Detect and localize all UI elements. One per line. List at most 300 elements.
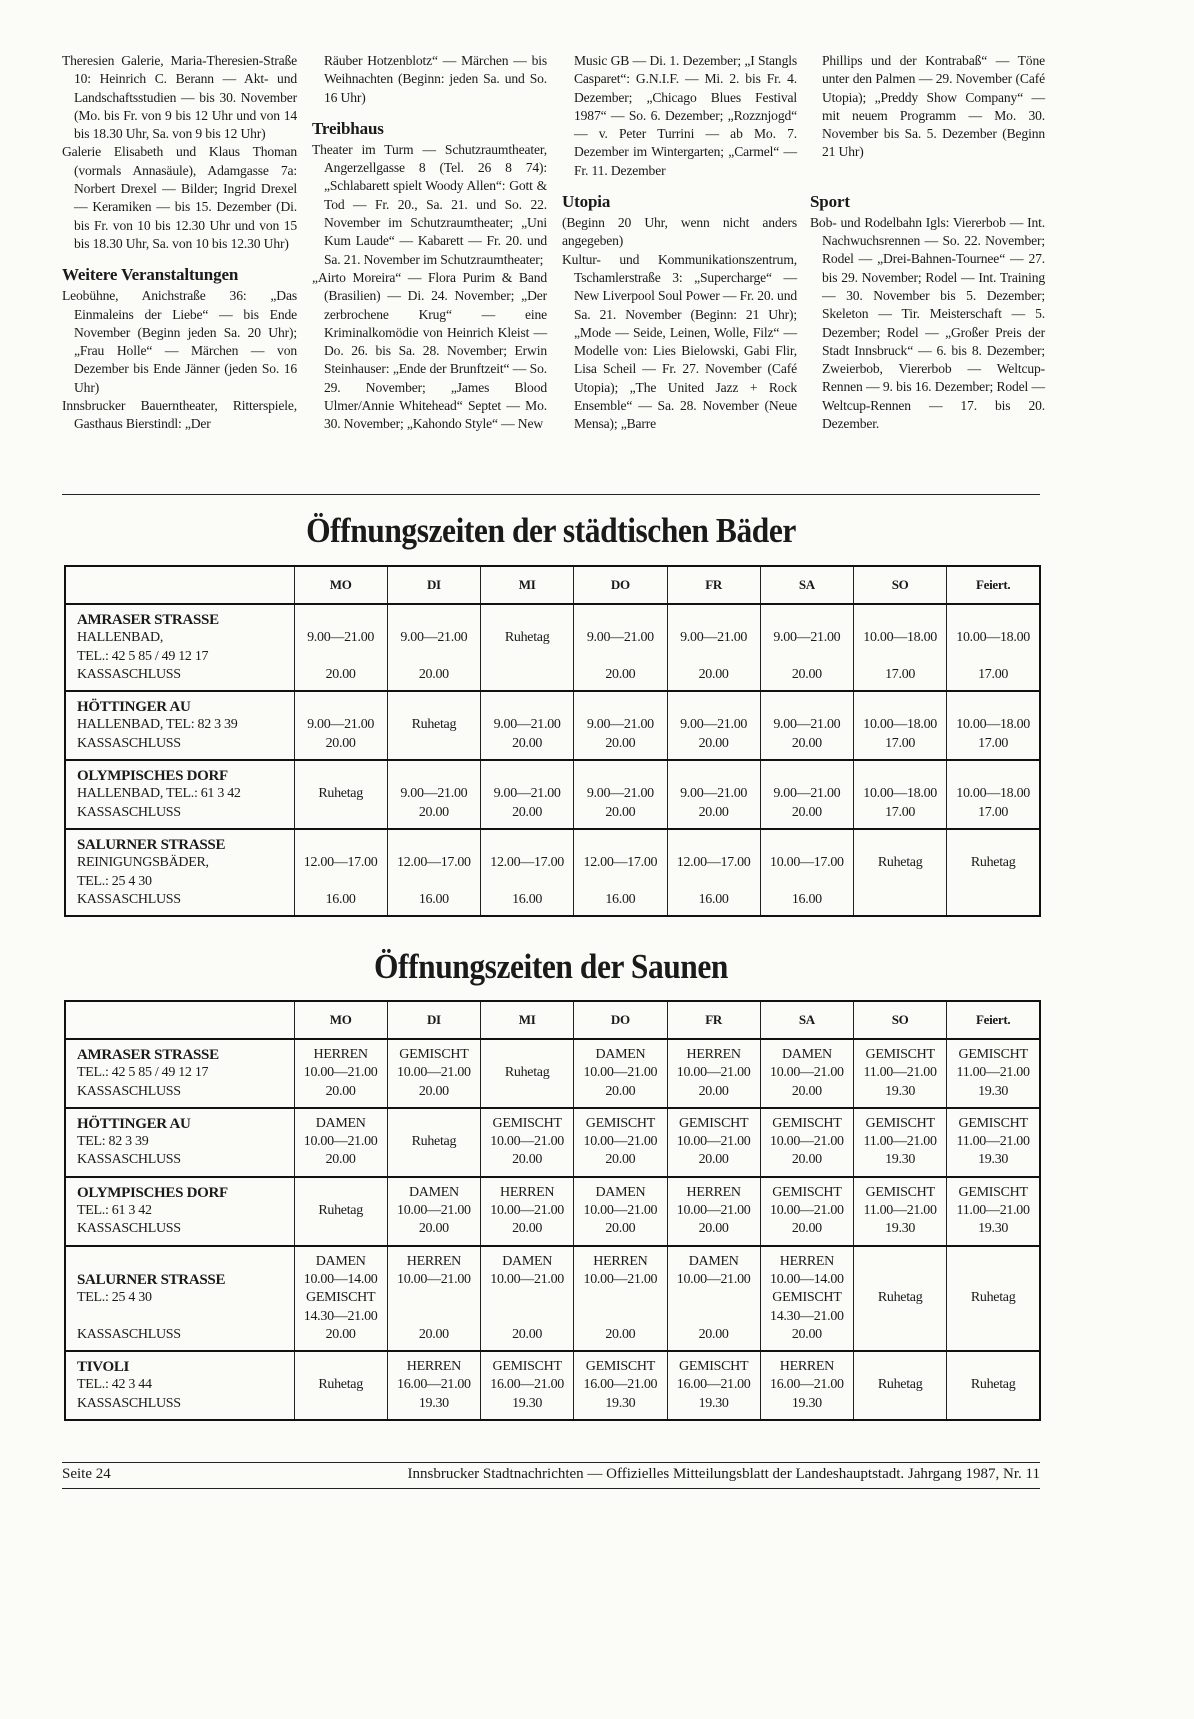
location-line: TEL.: 25 4 30 — [77, 873, 152, 889]
hours-line: 12.00—17.00 — [583, 855, 658, 871]
hours-line — [389, 873, 479, 891]
hours-cell — [387, 1246, 480, 1351]
hours-cell — [574, 1108, 667, 1177]
hours-line: 16.00—21.00 — [583, 1377, 658, 1393]
hours-line: 14.30—21.00 — [770, 1308, 844, 1324]
hours-line — [669, 698, 759, 716]
hours-line — [482, 611, 572, 629]
hours-cell — [667, 1177, 760, 1246]
hours-line: DAMEN — [688, 1253, 739, 1269]
hours-line: 10.00—21.00 — [303, 1065, 378, 1081]
hours-line — [389, 735, 479, 753]
location-line: TEL.: 42 3 44 — [77, 1377, 152, 1393]
hours-line: Ruhetag — [318, 786, 363, 802]
location-line: TEL.: 61 3 42 — [77, 1203, 152, 1219]
location-line: REINIGUNGSBÄDER, — [77, 855, 209, 871]
day-header: FR — [667, 1001, 760, 1039]
hours-line — [948, 698, 1038, 716]
hours-cell — [294, 829, 387, 916]
hours-line — [669, 873, 759, 891]
hours-line: 20.00 — [698, 735, 729, 751]
hours-line: 19.30 — [978, 1221, 1009, 1237]
hours-cell — [760, 760, 853, 829]
hours-line — [389, 698, 479, 716]
saunas-title: Öffnungszeiten der Saunen — [374, 947, 728, 986]
hours-line: 20.00 — [698, 1326, 729, 1342]
hours-line: 17.00 — [978, 666, 1009, 682]
hours-cell — [854, 1246, 947, 1351]
hours-line: HERREN — [686, 1047, 741, 1062]
hours-line — [296, 767, 386, 785]
hours-cell — [387, 691, 480, 760]
location-cell — [65, 1177, 294, 1246]
hours-line: HERREN — [406, 1359, 461, 1375]
hours-line: 19.30 — [418, 1395, 449, 1411]
hours-line: GEMISCHT — [958, 1047, 1028, 1062]
hours-line — [296, 1395, 386, 1413]
listing-paragraph: Bob- und Rodelbahn Igls: Viererbob — Int. Nachwuchsrennen — So. 22. November; Rodel — „Drei-Bahnen-Tournee“ — 27. bis 29. November; Rodel — Int. Training — 30. November bis 5. Dezember; Skeleton — Tir. Meisterschaft — 5. Dezember; Rodel — „Großer Preis der Stadt Innsbruck“ — 6. bis 8. Dezember; Zweierbob, Viererbob — Weltcup-Rennen — 9. bis 16. Dezember; Rodel — Weltcup-Rennen — 17. bis 20. Dezember. — [810, 214, 1045, 432]
hours-line: 11.00—21.00 — [863, 1134, 937, 1150]
location-line: OLYMPISCHES DORF — [77, 1184, 228, 1201]
hours-line: 20.00 — [418, 1221, 449, 1237]
hours-line: Ruhetag — [318, 1377, 363, 1393]
hours-line: GEMISCHT — [585, 1115, 655, 1131]
day-header: SA — [760, 566, 853, 604]
page-number: Seite 24 — [62, 1466, 111, 1482]
hours-line: DAMEN — [408, 1184, 459, 1200]
hours-line: GEMISCHT — [772, 1290, 842, 1306]
hours-line: 10.00—21.00 — [397, 1203, 471, 1219]
hours-line: Ruhetag — [877, 855, 923, 871]
hours-line: 10.00—18.00 — [863, 786, 937, 802]
hours-cell — [854, 691, 947, 760]
hours-line — [762, 698, 852, 716]
hours-line: Ruhetag — [970, 855, 1016, 871]
location-cell — [65, 691, 294, 760]
hours-line: 12.00—17.00 — [676, 855, 751, 871]
hours-line — [855, 767, 945, 785]
hours-line: 9.00—21.00 — [773, 786, 841, 802]
hours-line: 20.00 — [512, 1326, 543, 1342]
hours-line: 9.00—21.00 — [680, 717, 748, 733]
hours-line: 20.00 — [418, 804, 449, 820]
hours-line: 10.00—21.00 — [583, 1065, 658, 1081]
hours-line — [482, 873, 572, 891]
day-header: FR — [667, 566, 760, 604]
hours-line: 17.00 — [978, 804, 1009, 820]
location-line: KASSASCHLUSS — [77, 1326, 181, 1342]
hours-line — [482, 1046, 572, 1064]
hours-cell — [760, 829, 853, 916]
listing-paragraph: Leobühne, Anichstraße 36: „Das Einmaleins der Liebe“ — bis Ende November (Beginn jeden Sa. 20 Uhr); „Frau Holle“ — Märchen — von Dezember bis Ende Jänner (jeden So. 16 Uhr) — [62, 288, 297, 395]
hours-line: 11.00—21.00 — [863, 1065, 937, 1081]
hours-cell — [760, 1351, 853, 1420]
listing-paragraph: Räuber Hotzenblotz“ — Märchen — bis Weihnachten (Beginn: jeden Sa. und So. 16 Uhr) — [324, 53, 547, 105]
hours-line: 20.00 — [791, 1083, 822, 1099]
location-line: KASSASCHLUSS — [77, 891, 181, 907]
text-column-3 — [562, 52, 797, 434]
hours-cell — [574, 1246, 667, 1351]
listing-paragraph: „Airto Moreira“ — Flora Purim & Band (Brasilien) — Di. 24. November; „Der zerbrochene Krug“ — eine Kriminalkomödie von Heinrich Kleist — Do. 26. bis Sa. 28. November; Erwin Steinhauser: „Ende der Brunftzeit“ — So. 29. November; „James Blood Ulmer/Annie Whitehead“ Septet — Mo. 30. November; „Kahondo Style“ — New — [312, 269, 547, 432]
location-line: TIVOLI — [77, 1359, 130, 1376]
hours-cell — [481, 760, 574, 829]
hours-line: GEMISCHT — [865, 1184, 935, 1200]
hours-line — [855, 648, 945, 666]
location-line: AMRASER STRASSE — [77, 612, 219, 628]
hours-line: 20.00 — [605, 1221, 636, 1237]
hours-cell — [854, 1039, 947, 1108]
hours-cell — [760, 1108, 853, 1177]
hours-line: HERREN — [779, 1253, 834, 1269]
location-cell — [65, 604, 294, 691]
hours-cell — [481, 1246, 574, 1351]
hours-line: 10.00—21.00 — [490, 1134, 564, 1150]
hours-line: 20.00 — [791, 1152, 822, 1168]
hours-cell — [760, 604, 853, 691]
hours-line: 10.00—17.00 — [770, 855, 844, 871]
hours-line: 20.00 — [512, 804, 543, 820]
hours-line: 20.00 — [605, 804, 636, 820]
listing-paragraph: Kultur- und Kommunikationszentrum, Tschamlerstraße 3: „Supercharge“ — New Liverpool Soul Power — Fr. 20. und Sa. 21. November (Beginn: 21 Uhr); „Mode — Seide, Leinen, Wolle, Filz“ — Modelle von: Lies Bielowski, Gabi Flir, Lisa Scheil — Fr. 27. November (Café Utopia); „The United Jazz + Rock Ensemble“ — Sa. 28. November (Neue Mensa); „Barre — [562, 251, 797, 432]
hours-line — [575, 611, 665, 629]
hours-cell — [574, 1351, 667, 1420]
hours-cell — [667, 829, 760, 916]
location-cell — [65, 829, 294, 916]
hours-cell — [947, 1246, 1040, 1351]
hours-cell — [387, 604, 480, 691]
hours-line — [948, 648, 1038, 666]
hours-line: 20.00 — [698, 1152, 729, 1168]
hours-line: 19.30 — [512, 1395, 543, 1411]
day-header — [65, 1001, 294, 1039]
listing-paragraph: Theater im Turm — Schutzraumtheater, Angerzellgasse 8 (Tel. 26 8 74): „Schlabarett spielt Woody Allen“: Gott & Tod — Fr. 20., Sa. 21. und So. 22. November im Schutzraumtheater; „Uni Kum Laude“ — Kabarett — Fr. 20. und Sa. 21. November im Schutzraumtheater; — [312, 141, 547, 267]
hours-line — [389, 1308, 479, 1326]
hours-line: 20.00 — [791, 804, 822, 820]
day-header: MI — [481, 1001, 574, 1039]
hours-cell — [481, 1108, 574, 1177]
hours-line: Ruhetag — [877, 1377, 923, 1393]
hours-cell — [574, 1039, 667, 1108]
hours-line — [855, 1308, 945, 1326]
hours-line — [855, 873, 945, 891]
hours-line: 20.00 — [512, 735, 543, 751]
hours-line: 19.30 — [698, 1395, 729, 1411]
hours-line: 10.00—21.00 — [583, 1271, 658, 1287]
day-header: DI — [387, 566, 480, 604]
hours-line — [389, 767, 479, 785]
hours-line: Ruhetag — [970, 1290, 1016, 1306]
hours-line: 19.30 — [885, 1221, 916, 1237]
hours-line — [948, 891, 1038, 909]
hours-line: 20.00 — [791, 1221, 822, 1237]
hours-line: GEMISCHT — [958, 1184, 1028, 1200]
hours-cell — [947, 760, 1040, 829]
hours-line: 16.00 — [605, 891, 636, 907]
hours-cell — [574, 604, 667, 691]
hours-cell — [947, 691, 1040, 760]
day-header: MI — [481, 566, 574, 604]
hours-line — [575, 873, 665, 891]
hours-line — [762, 873, 852, 891]
hours-cell — [760, 1246, 853, 1351]
hours-line: Ruhetag — [970, 1377, 1016, 1393]
hours-cell — [387, 829, 480, 916]
hours-cell — [387, 1108, 480, 1177]
hours-line: 20.00 — [325, 1083, 356, 1099]
hours-line: 10.00—21.00 — [303, 1134, 378, 1150]
hours-line: Ruhetag — [411, 1134, 457, 1150]
hours-line — [762, 836, 852, 854]
location-line — [77, 1253, 293, 1271]
hours-line — [389, 1151, 479, 1169]
hours-line: 10.00—18.00 — [863, 630, 937, 646]
hours-line: 10.00—14.00 — [303, 1271, 378, 1287]
hours-line — [296, 648, 386, 666]
baths-hours-table — [64, 565, 1041, 917]
footer-rule-bottom — [62, 1488, 1040, 1489]
hours-cell — [667, 1108, 760, 1177]
page-footer — [62, 1466, 1040, 1483]
location-line: SALURNER STRASSE — [77, 1271, 226, 1288]
hours-cell — [574, 1177, 667, 1246]
hours-line — [669, 836, 759, 854]
day-header: SO — [854, 1001, 947, 1039]
hours-line — [948, 1358, 1038, 1376]
hours-line: 19.30 — [605, 1395, 636, 1411]
hours-line: 20.00 — [418, 666, 449, 682]
hours-line: 9.00—21.00 — [307, 630, 375, 646]
hours-line — [296, 698, 386, 716]
location-line: KASSASCHLUSS — [77, 1221, 181, 1237]
baths-title: Öffnungszeiten der städtischen Bäder — [306, 511, 796, 550]
hours-cell — [760, 1039, 853, 1108]
section-divider — [62, 494, 1040, 495]
hours-line: 20.00 — [698, 666, 729, 682]
location-line: HÖTTINGER AU — [77, 699, 191, 716]
hours-cell — [481, 829, 574, 916]
hours-line: Ruhetag — [877, 1290, 923, 1306]
hours-cell — [854, 1351, 947, 1420]
hours-line: 9.00—21.00 — [586, 786, 654, 802]
hours-line: GEMISCHT — [865, 1047, 935, 1062]
hours-line: Ruhetag — [318, 1203, 363, 1219]
hours-line: 20.00 — [325, 735, 356, 751]
location-line: TEL.: 42 5 85 / 49 12 17 — [77, 648, 209, 664]
hours-line — [482, 1083, 572, 1101]
hours-cell — [574, 760, 667, 829]
hours-line: 20.00 — [698, 804, 729, 820]
hours-line — [482, 666, 572, 684]
location-line: KASSASCHLUSS — [77, 804, 181, 820]
location-line: KASSASCHLUSS — [77, 735, 181, 751]
hours-line: HERREN — [779, 1359, 834, 1375]
header-row — [65, 566, 1040, 604]
hours-line — [669, 648, 759, 666]
hours-line: 10.00—14.00 — [770, 1271, 844, 1287]
day-header: DI — [387, 1001, 480, 1039]
hours-line: 10.00—21.00 — [583, 1203, 658, 1219]
table-row — [65, 604, 1040, 691]
hours-line: 9.00—21.00 — [400, 630, 468, 646]
day-header: DO — [574, 1001, 667, 1039]
hours-line: 16.00 — [512, 891, 543, 907]
hours-line: DAMEN — [315, 1115, 366, 1131]
hours-line: 10.00—21.00 — [676, 1271, 751, 1287]
hours-cell — [760, 1177, 853, 1246]
hours-line: 20.00 — [791, 1326, 822, 1342]
hours-line — [948, 1395, 1038, 1413]
hours-cell — [294, 1108, 387, 1177]
location-line: HÖTTINGER AU — [77, 1115, 191, 1132]
hours-line — [389, 648, 479, 666]
hours-cell — [294, 604, 387, 691]
hours-line: 19.30 — [885, 1152, 916, 1168]
hours-line: 20.00 — [791, 735, 822, 751]
hours-line: 10.00—18.00 — [956, 786, 1030, 802]
hours-line: 9.00—21.00 — [773, 630, 841, 646]
table-row — [65, 1351, 1040, 1420]
hours-line — [855, 836, 945, 854]
hours-line: 11.00—21.00 — [956, 1065, 1030, 1081]
hours-line: GEMISCHT — [772, 1184, 842, 1200]
hours-line — [948, 1271, 1038, 1289]
hours-line — [296, 804, 386, 822]
location-line: TEL: 82 3 39 — [77, 1134, 149, 1150]
hours-line — [575, 767, 665, 785]
hours-line — [762, 767, 852, 785]
hours-line — [575, 698, 665, 716]
hours-line — [948, 767, 1038, 785]
table-row — [65, 1108, 1040, 1177]
hours-line: DAMEN — [595, 1184, 646, 1200]
hours-line: 19.30 — [978, 1083, 1009, 1099]
hours-line — [948, 1326, 1038, 1344]
hours-cell — [947, 1351, 1040, 1420]
hours-cell — [854, 604, 947, 691]
table-row — [65, 1039, 1040, 1108]
hours-line: DAMEN — [595, 1047, 646, 1062]
hours-line — [948, 1253, 1038, 1271]
hours-cell — [294, 1177, 387, 1246]
hours-line: 10.00—18.00 — [956, 717, 1030, 733]
table-row — [65, 829, 1040, 916]
hours-cell — [294, 1039, 387, 1108]
hours-line: Ruhetag — [504, 1065, 550, 1081]
hours-line — [669, 611, 759, 629]
hours-line: 20.00 — [605, 666, 636, 682]
hours-cell — [574, 829, 667, 916]
hours-line — [575, 836, 665, 854]
location-line: OLYMPISCHES DORF — [77, 768, 228, 785]
saunas-hours-table — [64, 1000, 1041, 1421]
table-row — [65, 1177, 1040, 1246]
hours-line: GEMISCHT — [865, 1115, 935, 1131]
hours-line — [296, 1358, 386, 1376]
hours-line — [296, 836, 386, 854]
day-header: MO — [294, 566, 387, 604]
location-line: TEL.: 42 5 85 / 49 12 17 — [77, 1065, 209, 1081]
hours-line: 20.00 — [512, 1221, 543, 1237]
hours-line: 19.30 — [791, 1395, 822, 1411]
hours-line: 10.00—21.00 — [397, 1271, 471, 1287]
location-line: KASSASCHLUSS — [77, 1395, 181, 1411]
hours-line — [296, 611, 386, 629]
hours-cell — [947, 1039, 1040, 1108]
hours-line: 10.00—21.00 — [676, 1134, 751, 1150]
hours-cell — [387, 1039, 480, 1108]
hours-line: 14.30—21.00 — [303, 1308, 378, 1324]
hours-line: 20.00 — [605, 735, 636, 751]
hours-line — [389, 1115, 479, 1133]
hours-line — [575, 1308, 665, 1326]
hours-cell — [294, 760, 387, 829]
hours-line: 17.00 — [978, 735, 1009, 751]
hours-cell — [481, 1177, 574, 1246]
hours-line: 12.00—17.00 — [490, 855, 564, 871]
hours-line: 20.00 — [605, 1083, 636, 1099]
hours-line: 9.00—21.00 — [400, 786, 468, 802]
hours-line: 16.00—21.00 — [770, 1377, 844, 1393]
hours-line — [389, 1289, 479, 1307]
hours-line: 9.00—21.00 — [680, 630, 748, 646]
hours-line: 16.00—21.00 — [676, 1377, 751, 1393]
hours-cell — [294, 1246, 387, 1351]
hours-line: GEMISCHT — [306, 1290, 376, 1306]
hours-line: 20.00 — [605, 1326, 636, 1342]
hours-cell — [481, 1351, 574, 1420]
hours-line: 12.00—17.00 — [397, 855, 471, 871]
hours-cell — [667, 1351, 760, 1420]
listing-paragraph: Galerie Elisabeth und Klaus Thoman (vormals Annasäule), Adamgasse 7a: Norbert Drexel — Bilder; Ingrid Drexel — Keramiken — bis 15. Dezember (Di. bis Fr. von 10 bis 12.30 Uhr und von 15 bis 18.30 Uhr, Sa. von 10 bis 12.30 Uhr) — [62, 144, 297, 251]
hours-line: 9.00—21.00 — [493, 717, 561, 733]
hours-line — [855, 698, 945, 716]
hours-line: 16.00 — [325, 891, 356, 907]
footer-rule-top — [62, 1462, 1040, 1463]
hours-line: 11.00—21.00 — [956, 1134, 1030, 1150]
hours-line: 10.00—21.00 — [770, 1134, 844, 1150]
hours-line: 9.00—21.00 — [586, 630, 654, 646]
listing-paragraph: (Beginn 20 Uhr, wenn nicht anders angegeben) — [562, 215, 797, 249]
hours-cell — [854, 829, 947, 916]
hours-line: HERREN — [686, 1184, 741, 1200]
hours-line — [762, 648, 852, 666]
hours-line — [855, 1271, 945, 1289]
hours-cell — [667, 604, 760, 691]
listing-paragraph: Phillips und der Kontrabaß“ — Töne unter den Palmen — 29. November (Café Utopia); „Preddy Show Company“ — mit neuem Programm — Mo. 30. November bis Sa. 5. Dezember (Beginn 21 Uhr) — [822, 53, 1045, 160]
hours-cell — [854, 1108, 947, 1177]
listing-paragraph: Music GB — Di. 1. Dezember; „I Stangls Casparet“: G.N.I.F. — Mi. 2. bis Fr. 4. Dezember; „Chicago Blues Festival 1987“ — So. 6. Dezember; „Rozznjogd“ — v. Peter Turrini — ab Mo. 7. Dezember im Wintergarten; „Carmel“ — Fr. 11. Dezember — [574, 53, 797, 178]
location-line: KASSASCHLUSS — [77, 666, 181, 682]
hours-line: 10.00—21.00 — [770, 1065, 844, 1081]
hours-line — [855, 1395, 945, 1413]
hours-line: 9.00—21.00 — [773, 717, 841, 733]
hours-line: 17.00 — [885, 666, 916, 682]
header-row — [65, 1001, 1040, 1039]
hours-line — [296, 873, 386, 891]
text-column-2 — [312, 52, 547, 434]
hours-line — [296, 1184, 386, 1202]
hours-cell — [481, 1039, 574, 1108]
hours-line: GEMISCHT — [958, 1115, 1028, 1131]
hours-line — [948, 611, 1038, 629]
hours-line: 10.00—21.00 — [397, 1065, 471, 1081]
hours-line — [762, 611, 852, 629]
text-column-1 — [62, 52, 297, 434]
hours-line: 9.00—21.00 — [307, 717, 375, 733]
hours-line: 10.00—21.00 — [770, 1203, 844, 1219]
hours-cell — [481, 604, 574, 691]
hours-cell — [481, 691, 574, 760]
